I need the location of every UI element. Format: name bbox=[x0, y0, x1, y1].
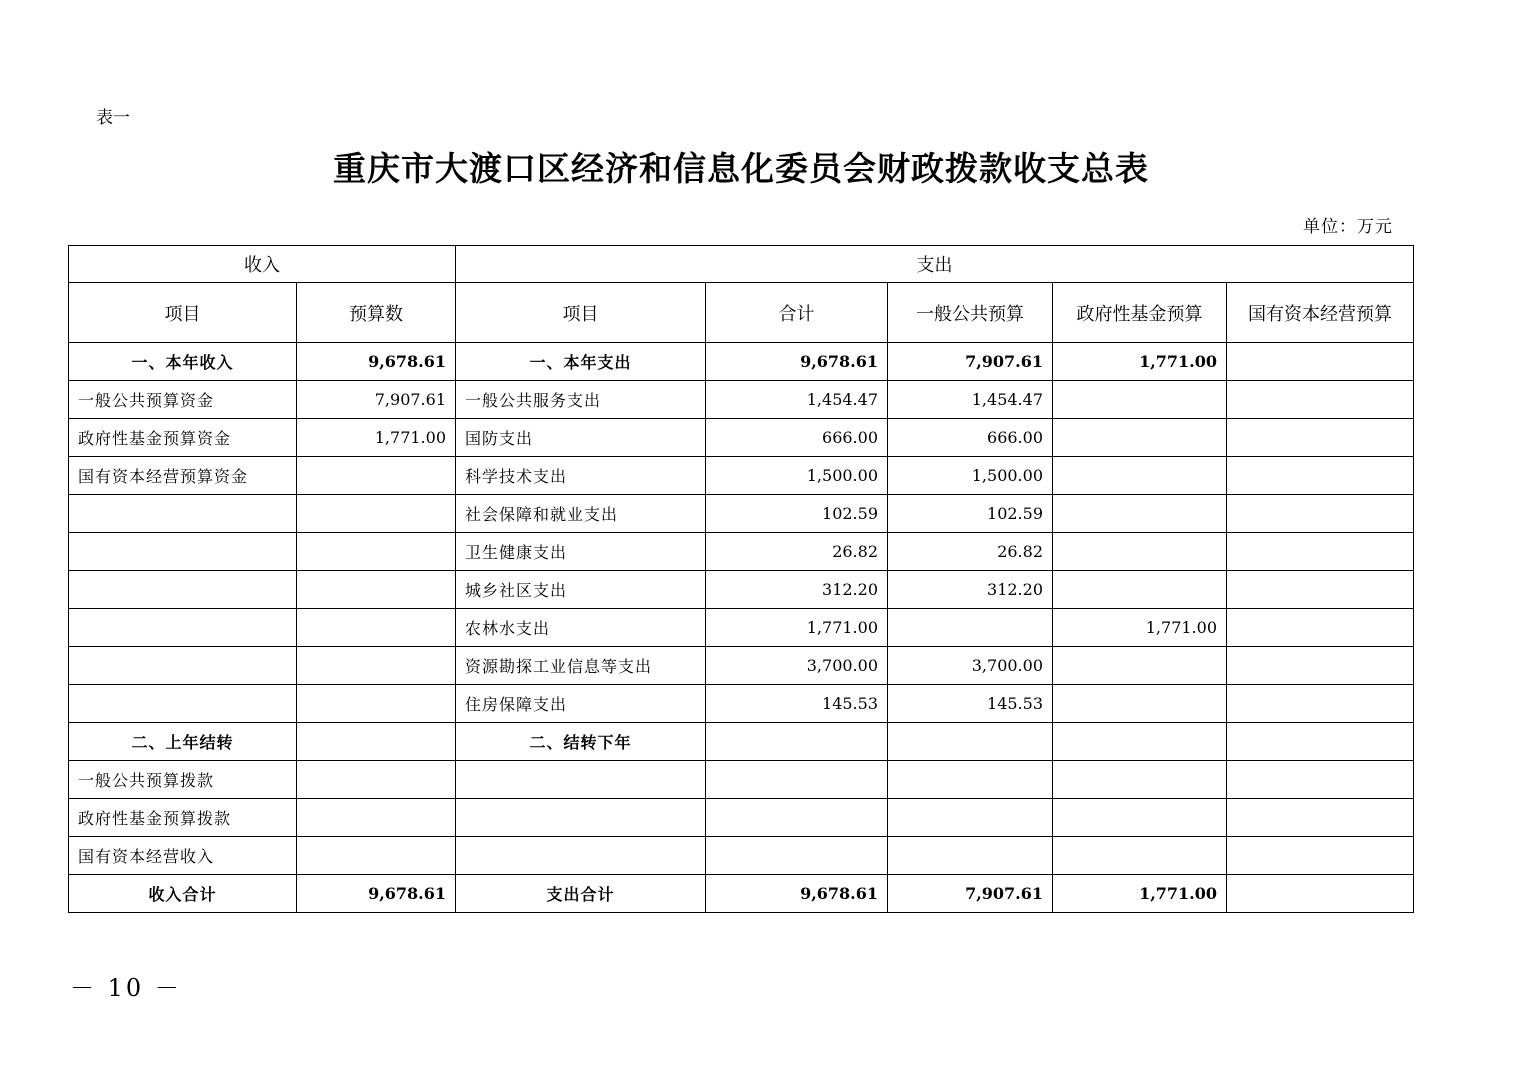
table-cell bbox=[297, 723, 456, 761]
table-cell bbox=[297, 761, 456, 799]
table-cell: 9,678.61 bbox=[706, 875, 888, 913]
table-cell bbox=[69, 685, 297, 723]
table-cell bbox=[1227, 609, 1414, 647]
table-body bbox=[69, 343, 1414, 913]
table-cell: 102.59 bbox=[888, 495, 1053, 533]
table-cell bbox=[297, 685, 456, 723]
col-header-state-capital: 国有资本经营预算 bbox=[1227, 283, 1414, 343]
table-label: 表一 bbox=[96, 108, 130, 128]
table-cell: 1,771.00 bbox=[1053, 609, 1227, 647]
table-cell bbox=[1227, 533, 1414, 571]
table-cell bbox=[69, 495, 297, 533]
table-cell: 卫生健康支出 bbox=[456, 533, 706, 571]
table-cell: 政府性基金预算资金 bbox=[69, 419, 297, 457]
table-cell bbox=[297, 571, 456, 609]
table-cell bbox=[888, 723, 1053, 761]
table-cell: 城乡社区支出 bbox=[456, 571, 706, 609]
table-cell bbox=[297, 647, 456, 685]
table-cell bbox=[1227, 457, 1414, 495]
table-cell: 3,700.00 bbox=[706, 647, 888, 685]
table-cell: 1,771.00 bbox=[1053, 343, 1227, 381]
table-cell: 1,771.00 bbox=[1053, 875, 1227, 913]
table-cell bbox=[1227, 799, 1414, 837]
table-row bbox=[69, 647, 1414, 685]
table-cell bbox=[1227, 647, 1414, 685]
table-cell: 一般公共服务支出 bbox=[456, 381, 706, 419]
table-cell bbox=[1053, 533, 1227, 571]
unit-note: 单位：万元 bbox=[1303, 217, 1393, 237]
table-cell: 7,907.61 bbox=[888, 875, 1053, 913]
table-row bbox=[69, 381, 1414, 419]
table-row bbox=[69, 685, 1414, 723]
expense-header: 支出 bbox=[456, 246, 1414, 283]
table-cell bbox=[1227, 685, 1414, 723]
table-cell bbox=[297, 457, 456, 495]
table-cell bbox=[297, 533, 456, 571]
table-cell: 666.00 bbox=[706, 419, 888, 457]
table-cell bbox=[706, 761, 888, 799]
table-cell: 二、结转下年 bbox=[456, 723, 706, 761]
document-title: 重庆市大渡口区经济和信息化委员会财政拨款收支总表 bbox=[333, 149, 1149, 188]
table-cell: 102.59 bbox=[706, 495, 888, 533]
table-cell: 住房保障支出 bbox=[456, 685, 706, 723]
table-cell bbox=[297, 495, 456, 533]
col-header-budget: 预算数 bbox=[297, 283, 456, 343]
table-cell bbox=[69, 647, 297, 685]
table-cell: 社会保障和就业支出 bbox=[456, 495, 706, 533]
col-header-general-budget: 一般公共预算 bbox=[888, 283, 1053, 343]
table-row bbox=[69, 799, 1414, 837]
table-cell bbox=[456, 799, 706, 837]
table-row bbox=[69, 533, 1414, 571]
table-row bbox=[69, 457, 1414, 495]
col-header-total: 合计 bbox=[706, 283, 888, 343]
col-header-income-item: 项目 bbox=[69, 283, 297, 343]
table-row bbox=[69, 495, 1414, 533]
table-cell: 收入合计 bbox=[69, 875, 297, 913]
table-cell bbox=[1227, 381, 1414, 419]
table-cell: 科学技术支出 bbox=[456, 457, 706, 495]
table-cell bbox=[69, 609, 297, 647]
table-cell: 农林水支出 bbox=[456, 609, 706, 647]
table-cell bbox=[456, 761, 706, 799]
table-cell bbox=[456, 837, 706, 875]
table-cell bbox=[888, 799, 1053, 837]
table-cell: 1,500.00 bbox=[706, 457, 888, 495]
table-cell bbox=[1053, 685, 1227, 723]
table-cell bbox=[1053, 381, 1227, 419]
table-row bbox=[69, 419, 1414, 457]
table-cell bbox=[706, 799, 888, 837]
income-header: 收入 bbox=[69, 246, 456, 283]
table-row bbox=[69, 875, 1414, 913]
table-cell bbox=[1053, 495, 1227, 533]
table-cell bbox=[1227, 875, 1414, 913]
table-cell: 9,678.61 bbox=[706, 343, 888, 381]
table-cell bbox=[1227, 723, 1414, 761]
table-cell bbox=[1227, 761, 1414, 799]
table-cell bbox=[1053, 837, 1227, 875]
table-cell: 1,771.00 bbox=[297, 419, 456, 457]
table-cell: 1,454.47 bbox=[888, 381, 1053, 419]
page-number: － 10 － bbox=[70, 974, 182, 1002]
table-cell: 国有资本经营收入 bbox=[69, 837, 297, 875]
table-cell bbox=[888, 761, 1053, 799]
table-cell: 一、本年收入 bbox=[69, 343, 297, 381]
table-cell: 7,907.61 bbox=[888, 343, 1053, 381]
table-cell bbox=[69, 533, 297, 571]
table-cell bbox=[888, 837, 1053, 875]
table-row bbox=[69, 837, 1414, 875]
table-cell: 312.20 bbox=[888, 571, 1053, 609]
col-header-expense-item: 项目 bbox=[456, 283, 706, 343]
table-cell bbox=[1053, 723, 1227, 761]
table-cell bbox=[297, 609, 456, 647]
table-cell: 9,678.61 bbox=[297, 875, 456, 913]
table-cell bbox=[1053, 419, 1227, 457]
table-cell bbox=[1227, 571, 1414, 609]
table-cell bbox=[1227, 343, 1414, 381]
table-cell: 1,771.00 bbox=[706, 609, 888, 647]
table-cell bbox=[297, 799, 456, 837]
table-cell bbox=[706, 837, 888, 875]
table-cell: 9,678.61 bbox=[297, 343, 456, 381]
table-cell bbox=[1227, 419, 1414, 457]
table-cell: 支出合计 bbox=[456, 875, 706, 913]
table-row bbox=[69, 343, 1414, 381]
table-row bbox=[69, 761, 1414, 799]
table-cell bbox=[1053, 457, 1227, 495]
table-cell bbox=[1053, 799, 1227, 837]
budget-table bbox=[68, 245, 1414, 913]
table-cell: 145.53 bbox=[706, 685, 888, 723]
table-cell: 26.82 bbox=[706, 533, 888, 571]
table-cell: 1,454.47 bbox=[706, 381, 888, 419]
table-cell: 一般公共预算拨款 bbox=[69, 761, 297, 799]
table-cell: 1,500.00 bbox=[888, 457, 1053, 495]
table-cell: 资源勘探工业信息等支出 bbox=[456, 647, 706, 685]
table-cell: 3,700.00 bbox=[888, 647, 1053, 685]
table-cell: 政府性基金预算拨款 bbox=[69, 799, 297, 837]
table-cell bbox=[1053, 647, 1227, 685]
table-cell: 145.53 bbox=[888, 685, 1053, 723]
header-row-columns bbox=[69, 283, 1414, 343]
table-cell: 666.00 bbox=[888, 419, 1053, 457]
col-header-gov-fund: 政府性基金预算 bbox=[1053, 283, 1227, 343]
table-cell: 312.20 bbox=[706, 571, 888, 609]
table-cell bbox=[69, 571, 297, 609]
table-cell: 一、本年支出 bbox=[456, 343, 706, 381]
table-cell bbox=[1227, 837, 1414, 875]
table-cell bbox=[297, 837, 456, 875]
table-cell bbox=[1053, 571, 1227, 609]
table-cell: 26.82 bbox=[888, 533, 1053, 571]
table-cell: 国有资本经营预算资金 bbox=[69, 457, 297, 495]
table-cell bbox=[1053, 761, 1227, 799]
table-cell bbox=[1227, 495, 1414, 533]
table-row bbox=[69, 571, 1414, 609]
table-cell: 二、上年结转 bbox=[69, 723, 297, 761]
table-cell: 一般公共预算资金 bbox=[69, 381, 297, 419]
table-cell: 7,907.61 bbox=[297, 381, 456, 419]
table-cell: 国防支出 bbox=[456, 419, 706, 457]
table-cell bbox=[706, 723, 888, 761]
table-row bbox=[69, 609, 1414, 647]
table-cell bbox=[888, 609, 1053, 647]
table-row bbox=[69, 723, 1414, 761]
header-row-group bbox=[69, 246, 1414, 283]
